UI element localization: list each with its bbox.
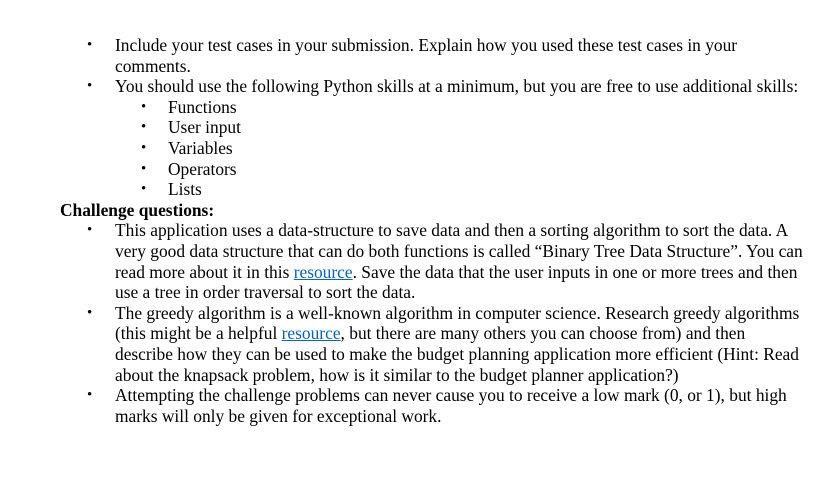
challenge-text-before: The greedy algorithm is a well-known algorithm in computer science. Research greedy algorithms (this might be a helpful bbox=[115, 302, 800, 344]
bullet: • bbox=[141, 181, 147, 198]
list-item-text: You should use the following Python skills at a minimum, but you are free to use additional skills: bbox=[115, 76, 799, 97]
skill-text: Variables bbox=[168, 137, 233, 158]
challenge-item-marking bbox=[0, 385, 827, 426]
bullet: • bbox=[87, 78, 93, 95]
skill-item-functions bbox=[0, 97, 827, 118]
bullet: • bbox=[141, 98, 147, 115]
list-item-text: Include your test cases in your submission. Explain how you used these test cases in your comments. bbox=[115, 35, 738, 76]
document-body bbox=[0, 35, 827, 426]
challenge-text-after: . Save the data that the user inputs in one or more trees and then use a tree in order traversal to sort the data. bbox=[115, 261, 798, 303]
bullet: • bbox=[87, 37, 93, 53]
challenge-heading: Challenge questions: bbox=[60, 199, 215, 220]
resource-link[interactable]: resource bbox=[293, 261, 353, 282]
bullet: • bbox=[141, 139, 147, 156]
list-item-test-cases bbox=[0, 35, 827, 76]
skill-text: Functions bbox=[168, 96, 237, 117]
skill-text: Lists bbox=[168, 179, 202, 200]
skill-item-variables bbox=[0, 138, 827, 159]
skill-item-lists bbox=[0, 179, 827, 200]
challenge-text-before: This application uses a data-structure to save data and then a sorting algorithm to sort the data. A very good data structure that can do both functions is called “Binary Tree Data Structure”. You can read more about it in this bbox=[115, 220, 803, 282]
challenge-text-after: , but there are many others you can choose from) and then describe how they can be used to make the budget planning application more efficient (Hint: Read about the knapsack problem, how is it similar to the budget planner application?) bbox=[115, 323, 799, 385]
challenge-item-binary-tree bbox=[0, 220, 827, 302]
skill-item-user-input bbox=[0, 117, 827, 138]
skill-text: Operators bbox=[168, 158, 237, 179]
challenge-text: Attempting the challenge problems can never cause you to receive a low mark (0, or 1), but high marks will only be given for exceptional work. bbox=[115, 385, 787, 426]
list-item-python-skills bbox=[0, 76, 827, 97]
bullet: • bbox=[87, 222, 93, 239]
bullet: • bbox=[141, 119, 147, 136]
skill-text: User input bbox=[168, 117, 241, 138]
bullet: • bbox=[141, 160, 147, 177]
resource-link[interactable]: resource bbox=[281, 323, 341, 344]
bullet: • bbox=[87, 387, 93, 404]
challenge-item-greedy-algorithm bbox=[0, 303, 827, 385]
skill-item-operators bbox=[0, 159, 827, 180]
bullet: • bbox=[87, 304, 93, 321]
